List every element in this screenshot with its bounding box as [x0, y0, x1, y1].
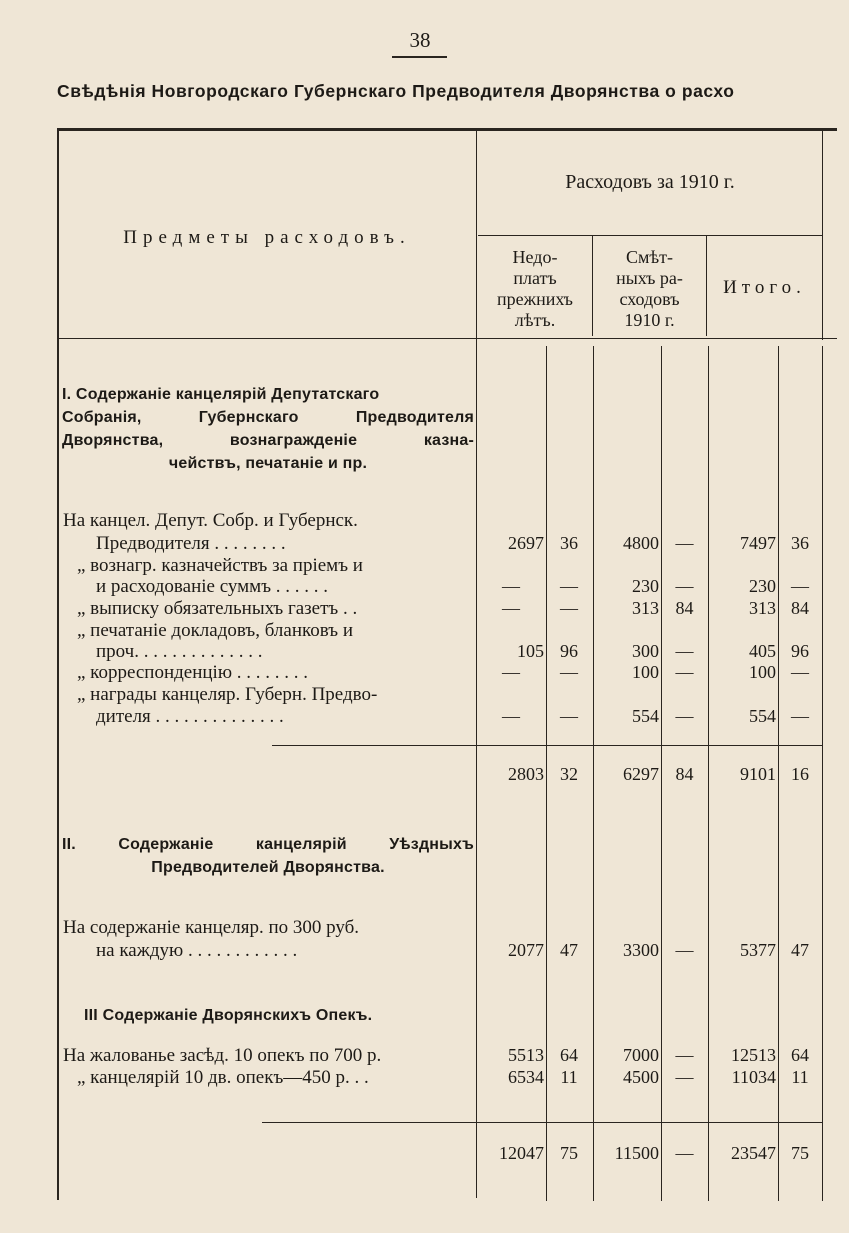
cell-arrears-kop: —	[560, 662, 578, 682]
item-label: „ канцелярій 10 дв. опекъ—450 р. . .	[77, 1067, 369, 1088]
total-arrears-rub: 12047	[499, 1143, 544, 1163]
cell-total-kop: —	[791, 706, 809, 726]
cell-arrears-kop: —	[560, 598, 578, 618]
arrears-rub-rule	[546, 346, 547, 1201]
item-label: проч. . . . . . . . . . . . . .	[96, 641, 263, 662]
cell-estimate-rub: 300	[632, 641, 659, 661]
cell-estimate-rub: 230	[632, 576, 659, 596]
subtotal-arrears-rub: 2803	[508, 764, 544, 784]
item-label: и расходованіе суммъ . . . . . .	[96, 576, 329, 597]
cell-total-kop: 96	[791, 641, 809, 661]
cell-total-kop: 64	[791, 1045, 809, 1065]
total-kop-rule	[822, 346, 823, 1201]
cell-total-rub: 554	[749, 706, 776, 726]
subtotal-estimate-kop: 84	[675, 764, 694, 784]
cell-arrears-kop: 64	[560, 1045, 578, 1065]
subtotal-estimate-rub: 6297	[623, 764, 659, 784]
item-label: „ выписку обязательныхъ газетъ . .	[77, 598, 358, 619]
cell-arrears-kop: 47	[560, 940, 578, 960]
item-label: На содержаніе канцеляр. по 300 руб.	[63, 917, 360, 938]
item-label: „ корреспонденцію . . . . . . . .	[77, 662, 309, 683]
table-right-rule	[822, 130, 823, 340]
header-subjects: Предметы расходовъ.	[123, 227, 411, 248]
cell-arrears-rub: 2697	[508, 533, 544, 553]
subjects-divider	[476, 130, 477, 1198]
cell-estimate-kop: —	[675, 940, 694, 960]
cell-estimate-rub: 3300	[623, 940, 659, 960]
cell-estimate-rub: 313	[632, 598, 659, 618]
cell-estimate-kop: —	[675, 641, 694, 661]
cell-total-kop: 47	[791, 940, 809, 960]
cell-total-rub: 7497	[740, 533, 776, 553]
total-estimate-rub: 11500	[614, 1143, 659, 1163]
total-estimate-kop: —	[675, 1143, 694, 1163]
cell-total-kop: 11	[791, 1067, 809, 1087]
cell-estimate-kop: —	[675, 662, 694, 682]
subtotal-arrears-kop: 32	[560, 764, 578, 784]
total-total-rub: 23547	[731, 1143, 776, 1163]
cell-arrears-kop: —	[560, 576, 578, 596]
cell-estimate-rub: 4500	[623, 1067, 659, 1087]
cell-estimate-kop: —	[675, 533, 694, 553]
total-rub-rule	[778, 346, 779, 1201]
cell-total-rub: 5377	[740, 940, 776, 960]
page-title: Свѣдѣнія Новгородскаго Губернскаго Предводителя Дворянства о расхо	[57, 81, 735, 101]
estimate-kop-rule	[708, 346, 709, 1201]
cell-arrears-kop: —	[560, 706, 578, 726]
header-expenses-title: Расходовъ за 1910 г.	[565, 171, 735, 193]
item-label: на каждую . . . . . . . . . . . .	[96, 940, 298, 961]
table-left-rule	[57, 130, 59, 1200]
subtotal-total-rub: 9101	[740, 764, 776, 784]
cell-total-rub: 11034	[731, 1067, 776, 1087]
item-label: дителя . . . . . . . . . . . . . .	[96, 706, 284, 727]
item-label: Предводителя . . . . . . . .	[96, 533, 286, 554]
item-label: „ награды канцеляр. Губерн. Предво-	[77, 684, 378, 705]
cell-total-kop: 36	[791, 533, 809, 553]
header-bottom-rule	[57, 338, 837, 339]
cell-arrears-rub: —	[502, 598, 520, 618]
header-estimate: Смѣт- ныхъ ра- сходовъ 1910 г.	[616, 247, 683, 330]
cell-estimate-kop: —	[675, 1045, 694, 1065]
item-label: На жалованье засѣд. 10 опекъ по 700 р.	[63, 1045, 382, 1066]
total-arrears-kop: 75	[560, 1143, 578, 1163]
table-top-rule	[57, 128, 837, 131]
cell-estimate-kop: 84	[675, 598, 694, 618]
header-arrears: Недо- платъ прежнихъ лѣтъ.	[497, 247, 573, 330]
cell-total-kop: 84	[791, 598, 809, 618]
cell-estimate-rub: 7000	[623, 1045, 659, 1065]
cell-arrears-rub: —	[502, 706, 520, 726]
item-label: „ печатаніе докладовъ, бланковъ и	[77, 620, 353, 641]
cell-estimate-rub: 4800	[623, 533, 659, 553]
cell-arrears-rub: —	[502, 576, 520, 596]
section1-heading: I. Содержаніе канцелярій Депутатскаго Собранія, Губернскаго Предводителя Дворянства, вознагражденіе казна- чействъ, печатаніе и пр.	[62, 386, 474, 472]
cell-arrears-rub: 5513	[508, 1045, 544, 1065]
cell-total-rub: 313	[749, 598, 776, 618]
cell-estimate-rub: 100	[632, 662, 659, 682]
cell-estimate-kop: —	[675, 576, 694, 596]
section3-heading: III Содержаніе Дворянскихъ Опекъ.	[84, 1007, 373, 1024]
page-number-rule	[392, 56, 447, 58]
cell-arrears-rub: 6534	[508, 1067, 544, 1087]
cell-total-kop: —	[791, 576, 809, 596]
cell-estimate-kop: —	[675, 1067, 694, 1087]
page-number: 38	[409, 28, 431, 52]
cell-arrears-kop: 11	[560, 1067, 578, 1087]
estimate-rub-rule	[661, 346, 662, 1201]
cell-arrears-kop: 36	[560, 533, 578, 553]
cell-total-rub: 12513	[731, 1045, 776, 1065]
item-label: „ вознагр. казначействъ за пріемъ и	[77, 555, 363, 576]
arrears-kop-rule	[593, 346, 594, 1201]
cell-total-rub: 405	[749, 641, 776, 661]
section3-total-rule	[262, 1122, 822, 1123]
cell-arrears-rub: 2077	[508, 940, 544, 960]
subtotal-total-kop: 16	[791, 764, 809, 784]
expenses-subheader-rule	[478, 235, 822, 236]
section2-heading: II. Содержаніе канцелярій Уѣздныхъ Предводителей Дворянства.	[62, 836, 474, 876]
header-total: Итого.	[723, 277, 806, 298]
cell-arrears-rub: —	[502, 662, 520, 682]
cell-arrears-kop: 96	[560, 641, 578, 661]
cell-total-rub: 100	[749, 662, 776, 682]
total-total-kop: 75	[791, 1143, 809, 1163]
cell-total-kop: —	[791, 662, 809, 682]
section1-subtotal-rule	[272, 745, 822, 746]
cell-total-rub: 230	[749, 576, 776, 596]
cell-arrears-rub: 105	[517, 641, 544, 661]
item-label: На канцел. Депут. Собр. и Губернск.	[63, 510, 358, 531]
cell-estimate-rub: 554	[632, 706, 659, 726]
cell-estimate-kop: —	[675, 706, 694, 726]
